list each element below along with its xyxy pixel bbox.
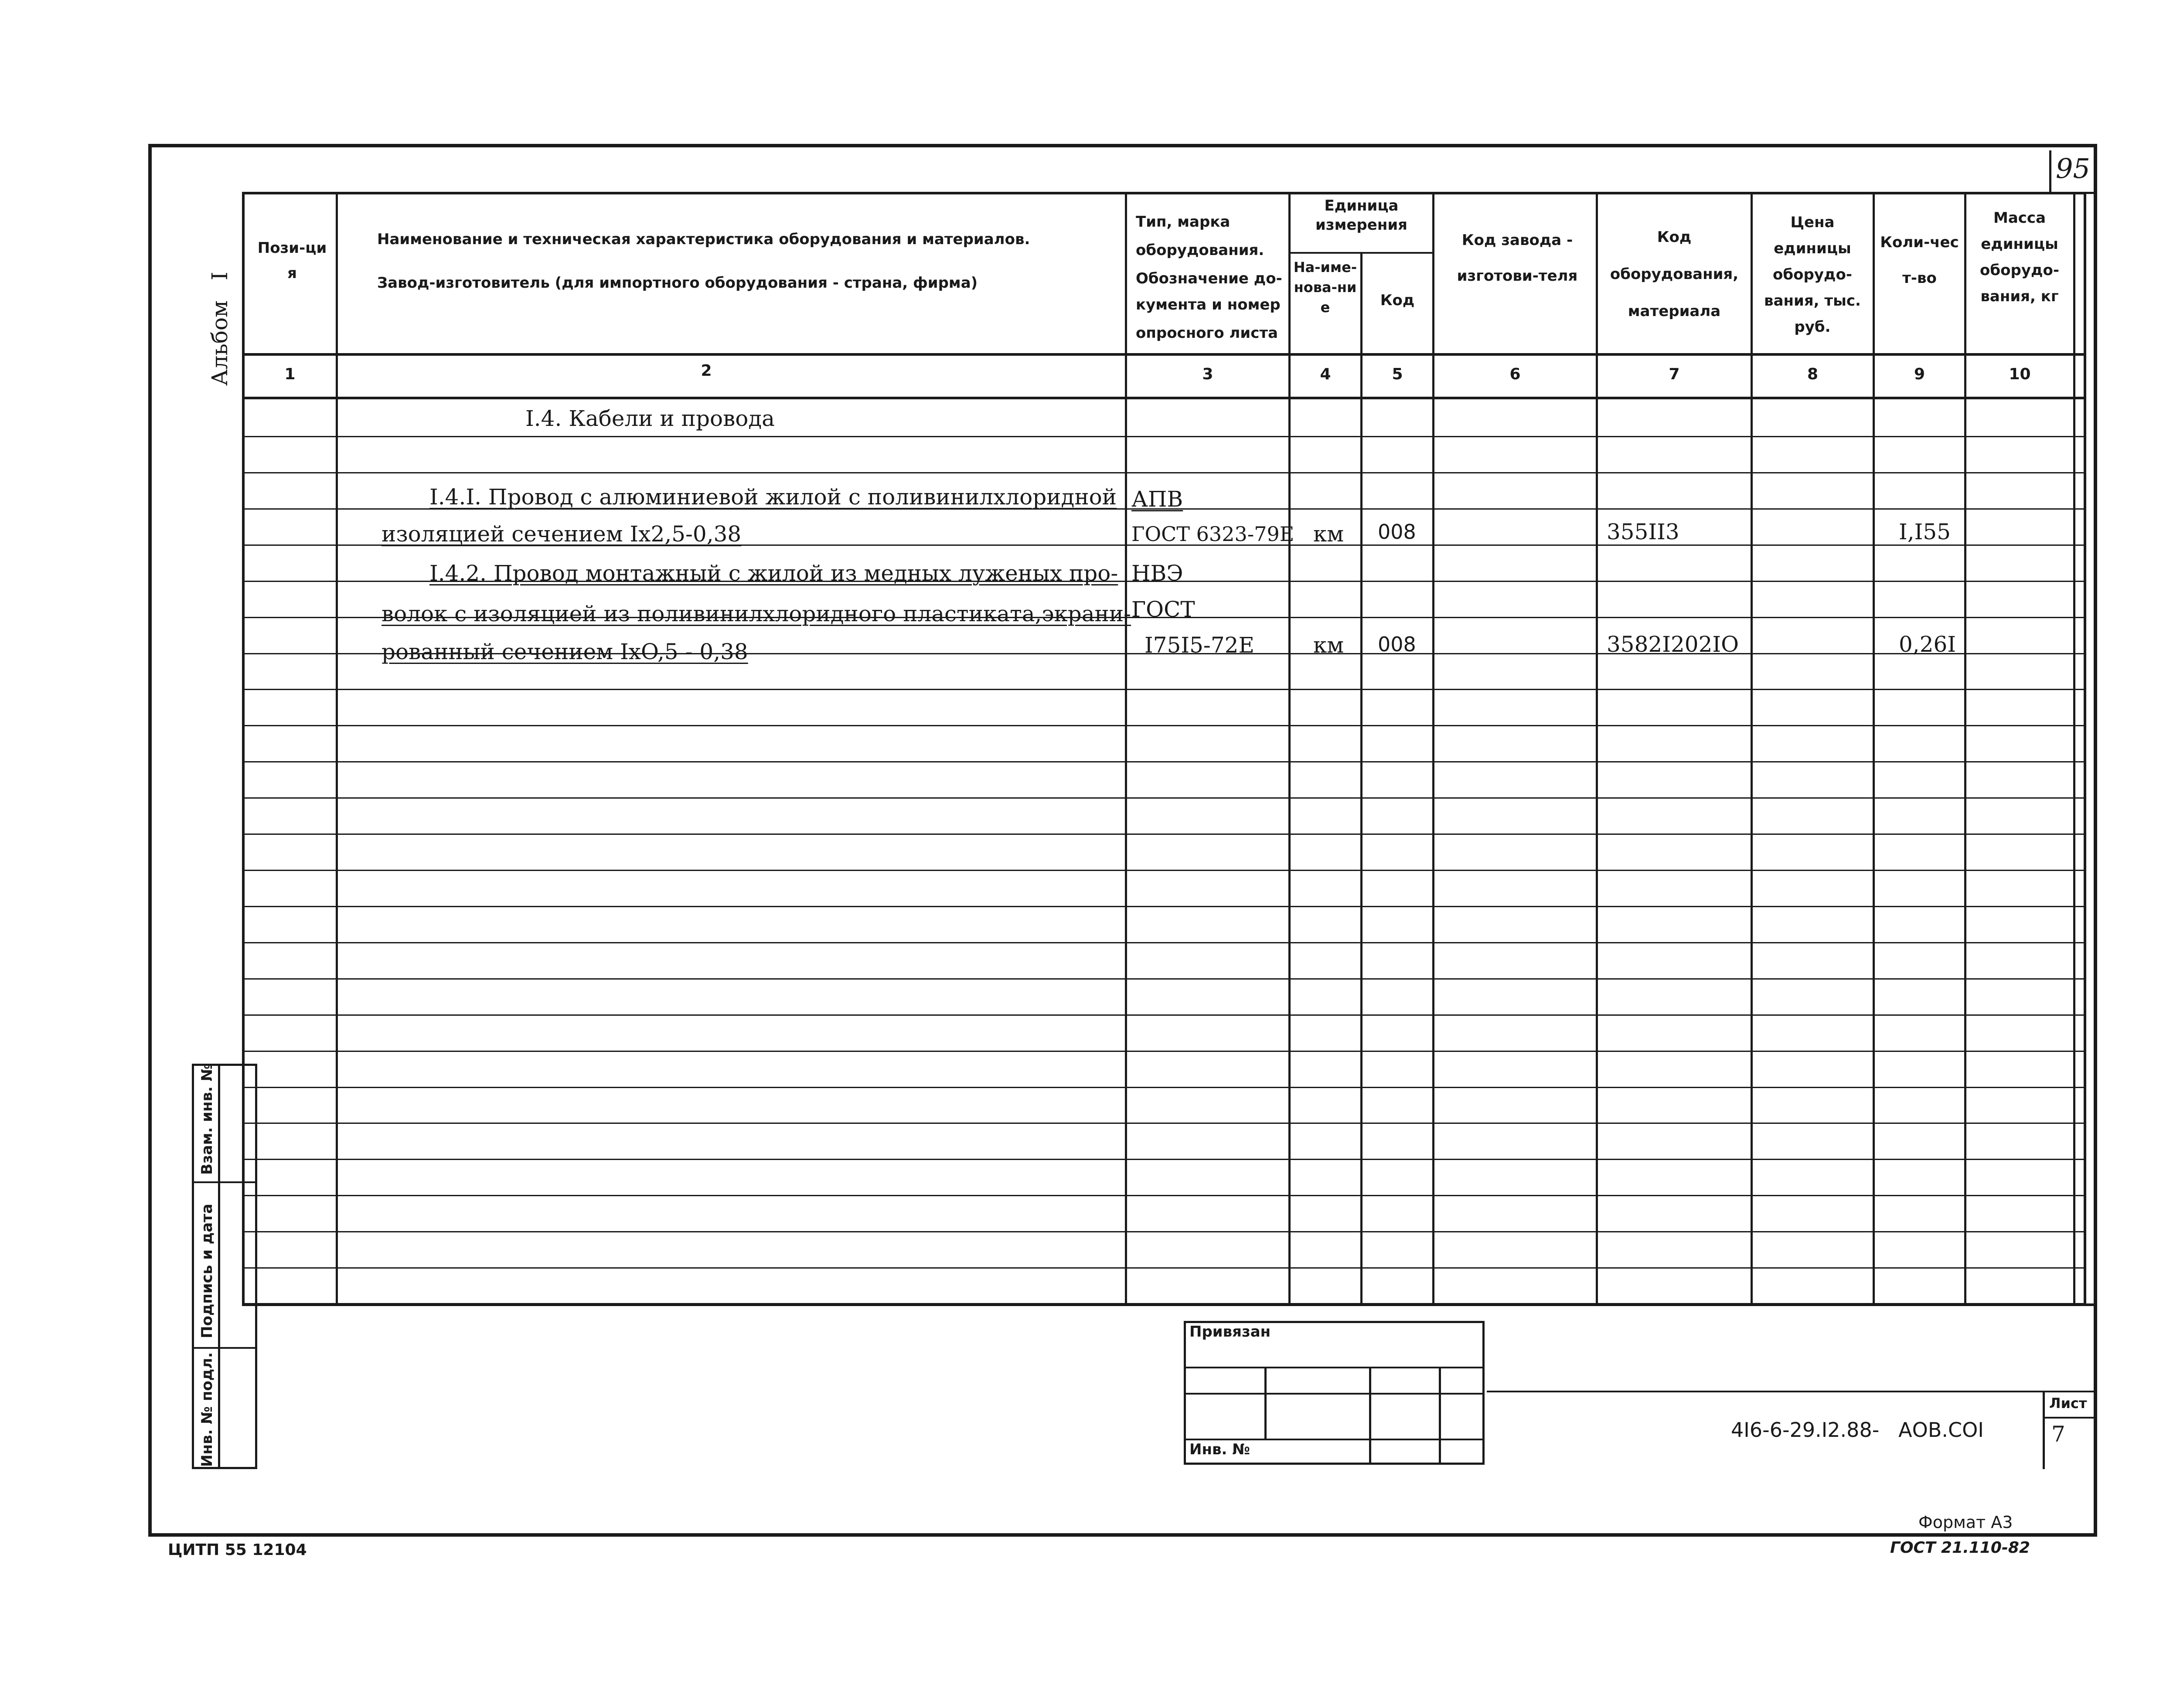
footer-gost: ГОСТ 21.110-82 [1890, 1539, 2030, 1557]
table-row-line [242, 978, 2086, 980]
table-row-line [242, 1051, 2086, 1052]
side-stamp-divider [218, 1064, 220, 1469]
table-row-line [242, 689, 2086, 690]
numbers-bottom-line [242, 397, 2086, 399]
stamp-top-line [242, 1303, 2095, 1306]
header-unit-code: Код [1380, 292, 1415, 309]
col-number-5: 5 [1392, 365, 1403, 383]
sheet-label: Лист [2049, 1395, 2087, 1412]
col-line-3 [1288, 192, 1291, 1306]
header-unit-name: На-име-нова-ние [1293, 259, 1357, 316]
table-row-line [242, 1231, 2086, 1232]
table-row-line [242, 761, 2086, 762]
header-name-line1: Наименование и техническая характеристика оборудования и материалов. [377, 231, 1030, 248]
album-label-text: Альбом [207, 300, 232, 386]
item2-name-line1: I.4.2. Провод монтажный с жилой из медных луженых про- [429, 561, 1118, 586]
document-designation: 4I6-6-29.I2.88- АОВ.СОI [1731, 1418, 1984, 1442]
header-price: Цена единицы оборудо-вания, тыс. руб. [1764, 214, 1861, 336]
col-line-1 [336, 192, 338, 1306]
album-label [207, 272, 232, 386]
item1-unit: км [1313, 521, 1344, 547]
col-number-2: 2 [701, 362, 712, 380]
table-row-line [242, 797, 2086, 799]
header-factory-code: Код завода - изготови-теля [1457, 231, 1578, 285]
header-type-l2: оборудования. [1136, 242, 1264, 259]
item1-name-line2: изоляцией сечением Iх2,5-0,38 [382, 521, 742, 547]
spec-table [242, 192, 2086, 1306]
header-mat-code-l3: материала [1628, 303, 1721, 320]
item1-unit-code: 008 [1378, 520, 1416, 544]
item1-type-line1: АПВ [1131, 487, 1183, 512]
table-row-line [242, 1267, 2086, 1269]
col-line-7 [1751, 192, 1753, 1306]
item2-name-line2: волок с изоляцией из поливинилхлоридного пластиката,экрани- [382, 601, 1131, 626]
sheet-number: 7 [2051, 1422, 2065, 1447]
col-line-2 [1125, 192, 1127, 1306]
col-number-6: 6 [1509, 365, 1521, 383]
inv-no-label: Инв. № [1189, 1441, 1250, 1458]
footer-left: ЦИТП 55 12104 [168, 1541, 307, 1559]
side-stamp-inv: Инв. № подл. [198, 1352, 216, 1467]
unit-group-line [1288, 252, 1434, 254]
table-row-line [242, 1014, 2086, 1016]
col-number-7: 7 [1669, 365, 1680, 383]
col-number-3: 3 [1202, 365, 1213, 383]
col-line-8 [1873, 192, 1875, 1306]
item2-quantity: 0,26I [1899, 632, 1956, 657]
table-row-line [242, 1087, 2086, 1088]
table-row-line [242, 1195, 2086, 1196]
item2-unit-code: 008 [1378, 633, 1416, 656]
table-row-line [242, 436, 2086, 437]
item2-unit: км [1313, 633, 1344, 658]
header-mat-code-l1: Код [1657, 228, 1692, 246]
item2-type-line2: ГОСТ [1131, 597, 1195, 622]
table-row-line [242, 725, 2086, 726]
privyazan-col-1 [1264, 1367, 1267, 1439]
col-line-5 [1432, 192, 1434, 1306]
header-name-line2: Завод-изготовитель (для импортного оборудования - страна, фирма) [377, 274, 978, 292]
header-mat-code-l2: оборудования, [1610, 265, 1739, 283]
item1-quantity: I,I55 [1899, 519, 1951, 544]
sheet-number-line [2043, 1417, 2095, 1419]
col-line-6 [1596, 192, 1598, 1306]
col-number-9: 9 [1914, 365, 1925, 383]
table-row-line [242, 1159, 2086, 1160]
col-number-8: 8 [1807, 365, 1819, 383]
table-row-line [242, 870, 2086, 871]
side-stamp-line-2 [192, 1347, 257, 1349]
item2-name-line3: рованный сечением IхO,5 - 0,38 [382, 639, 748, 664]
col-line-9 [1964, 192, 1966, 1306]
item1-type-line2: ГОСТ 6323-79Е [1131, 522, 1294, 546]
header-unit-group: Единица измерения [1315, 197, 1407, 234]
header-type-l3: Обозначение до- [1136, 270, 1282, 287]
privyazan-col-2 [1369, 1367, 1371, 1465]
table-row-line [242, 942, 2086, 943]
table-row-line [242, 472, 2086, 473]
header-type-l1: Тип, марка [1136, 213, 1230, 231]
header-quantity: Коли-чест-во [1880, 234, 1959, 287]
item2-material-code: 3582I202IO [1607, 632, 1739, 657]
header-mass: Масса единицы оборудо-вания, кг [1980, 209, 2059, 305]
header-bottom-line [242, 353, 2086, 356]
col-number-4: 4 [1320, 365, 1331, 383]
header-type-l5: опросного листа [1136, 324, 1278, 342]
item2-type-line3: I75I5-72Е [1144, 633, 1254, 658]
table-row-line [242, 906, 2086, 907]
footer-format: Формат А3 [1918, 1513, 2013, 1532]
header-position: Пози-ция [257, 239, 327, 282]
sheet-mark: 95 [2056, 153, 2090, 184]
side-stamp-line-1 [192, 1181, 257, 1183]
table-row-line [242, 1123, 2086, 1124]
privyazan-label: Привязан [1189, 1323, 1271, 1341]
section-title: I.4. Кабели и провода [525, 406, 775, 431]
side-stamp-vzam: Взам. инв. № [198, 1063, 216, 1175]
col-line-4 [1360, 253, 1362, 1306]
header-type-l4: кумента и номер [1136, 296, 1281, 313]
item2-type-line1: НВЭ [1131, 561, 1183, 586]
album-number: I [207, 272, 232, 281]
stamp-mid-line [1487, 1391, 2097, 1392]
table-row-line [242, 834, 2086, 835]
col-number-1: 1 [284, 365, 296, 383]
side-stamp-podpis: Подпись и дата [198, 1204, 216, 1338]
col-line-10 [2073, 192, 2075, 1306]
privyazan-col-3 [1439, 1367, 1441, 1465]
item1-material-code: 355II3 [1607, 519, 1679, 544]
col-number-10: 10 [2009, 365, 2031, 383]
item1-name-line1: I.4.I. Провод с алюминиевой жилой с поливинилхлоридной [429, 484, 1117, 510]
